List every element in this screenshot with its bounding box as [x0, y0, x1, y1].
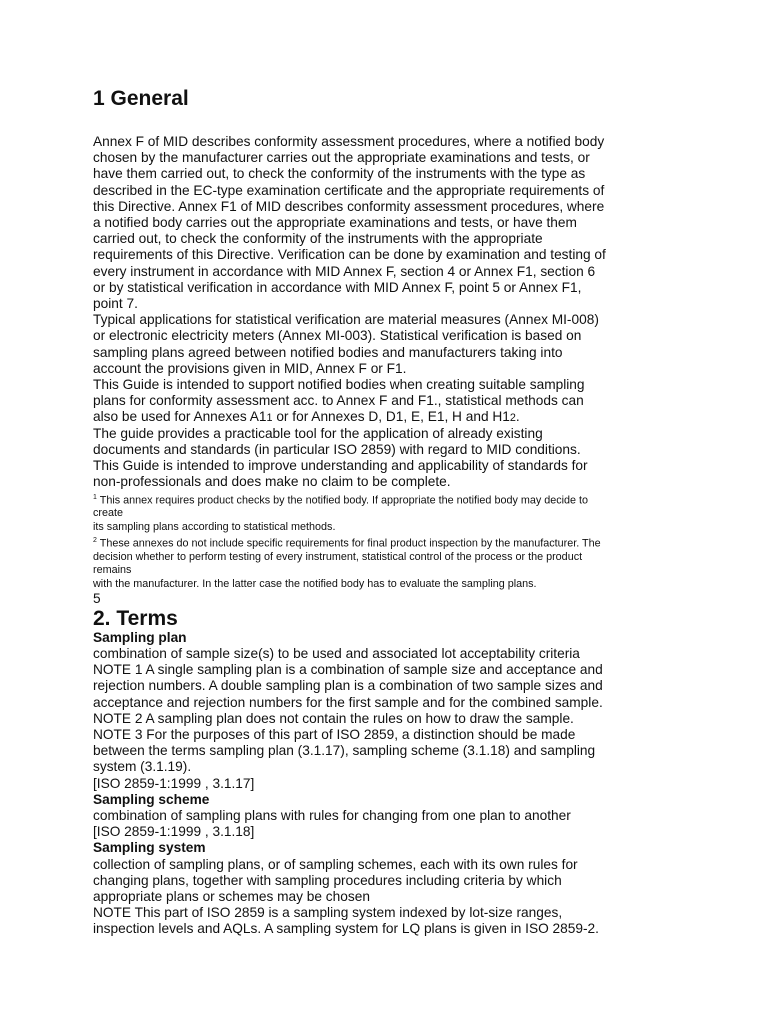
paragraph-guide-purpose-text: This Guide is intended to support notified bodies when creating suitable sampling plans for conformity assessment acc. to Annex F and F1., statistical methods can also be used for Annexes A1	[93, 377, 585, 425]
page-number: 5	[93, 590, 101, 606]
paragraph-guide-purpose	[93, 377, 683, 426]
footnote-1	[93, 491, 683, 534]
term-sampling-system: Sampling system	[93, 840, 206, 856]
section-2-heading: 2. Terms	[93, 606, 178, 630]
term-sampling-system-definition: collection of sampling plans, or of sampling schemes, each with its own rules for changing plans, together with sampling procedures including criteria by which appropriate plans or schemes may be chosen NOTE This part of ISO 2859 is a sampling system indexed by lot-size ranges, inspection levels and AQLs. A sampling system for LQ plans is given in ISO 2859-2.	[93, 856, 599, 937]
term-sampling-plan: Sampling plan	[93, 629, 187, 645]
footnote-2	[93, 534, 683, 591]
footnote-1-mark: 1	[93, 493, 97, 501]
section-1-heading: 1 General	[93, 87, 189, 110]
footnote-1-text: This annex requires product checks by the notified body. If appropriate the notified body may decide to create its sampling plans according to statistical methods.	[93, 494, 589, 533]
paragraph-guide-purpose-end: .	[515, 409, 520, 425]
term-sampling-plan-definition: combination of sample size(s) to be used and associated lot acceptability criteria NOTE 1 A single sampling plan is a combination of sample size and acceptance and rejection numbers. A double sampling plan is a combination of two sample sizes and acceptance and rejection numbers for the first sample and for the combined sample. NOTE 2 A sampling plan does not contain the rules on how to draw the sample. NOTE 3 For the purposes of this part of ISO 2859, a distinction should be made between the terms sampling plan (3.1.17), sampling scheme (3.1.18) and sampling system (3.1.19). [ISO 2859-1:1999 , 3.1.17]	[93, 646, 603, 791]
paragraph-guide-purpose-mid: or for Annexes D, D1, E, E1, H and H1	[272, 409, 510, 425]
document-page	[93, 86, 683, 938]
footnote-ref-2: 2	[509, 412, 516, 425]
footnote-2-text: These annexes do not include specific requirements for final product inspection by the manufacturer. The decision whether to perform testing of every instrument, statistical control of the process or the product remains with the manufacturer. In the latter case the notified body has to evaluate the sampling plans.	[93, 537, 601, 590]
footnote-2-mark: 2	[93, 537, 97, 545]
paragraph-typical-applications: Typical applications for statistical verification are material measures (Annex MI-008) or electronic electricity meters (Annex MI-003). Statistical verification is based on sampling plans agreed between notified bodies and manufacturers taking into account the provisions given in MID, Annex F or F1.	[93, 312, 599, 376]
paragraph-practicable-tool: The guide provides a practicable tool for the application of already existing documents and standards (in particular ISO 2859) with regard to MID conditions. This Guide is intended to improve understanding and applicability of standards for non-professionals and does make no claim to be complete.	[93, 425, 588, 490]
footnote-ref-1: 1	[266, 412, 273, 425]
term-sampling-scheme: Sampling scheme	[93, 791, 210, 807]
term-sampling-scheme-definition: combination of sampling plans with rules for changing from one plan to another [ISO 2859-1:1999 , 3.1.18]	[93, 808, 571, 840]
paragraph-annex-f: Annex F of MID describes conformity assessment procedures, where a notified body chosen by the manufacturer carries out the appropriate examinations and tests, or have them carried out, to check the conformity of the instruments with the type as described in the EC-type examination certificate and the appropriate requirements of this Directive. Annex F1 of MID describes conformity assessment procedures, where a notified body carries out the appropriate examinations and tests, or have them carried out, to check the conformity of the instruments with the appropriate requirements of this Directive. Verification can be done by examination and testing of every instrument in accordance with MID Annex F, section 4 or Annex F1, section 6 or by statistical verification in accordance with MID Annex F, point 5 or Annex F1, point 7.	[93, 134, 606, 312]
